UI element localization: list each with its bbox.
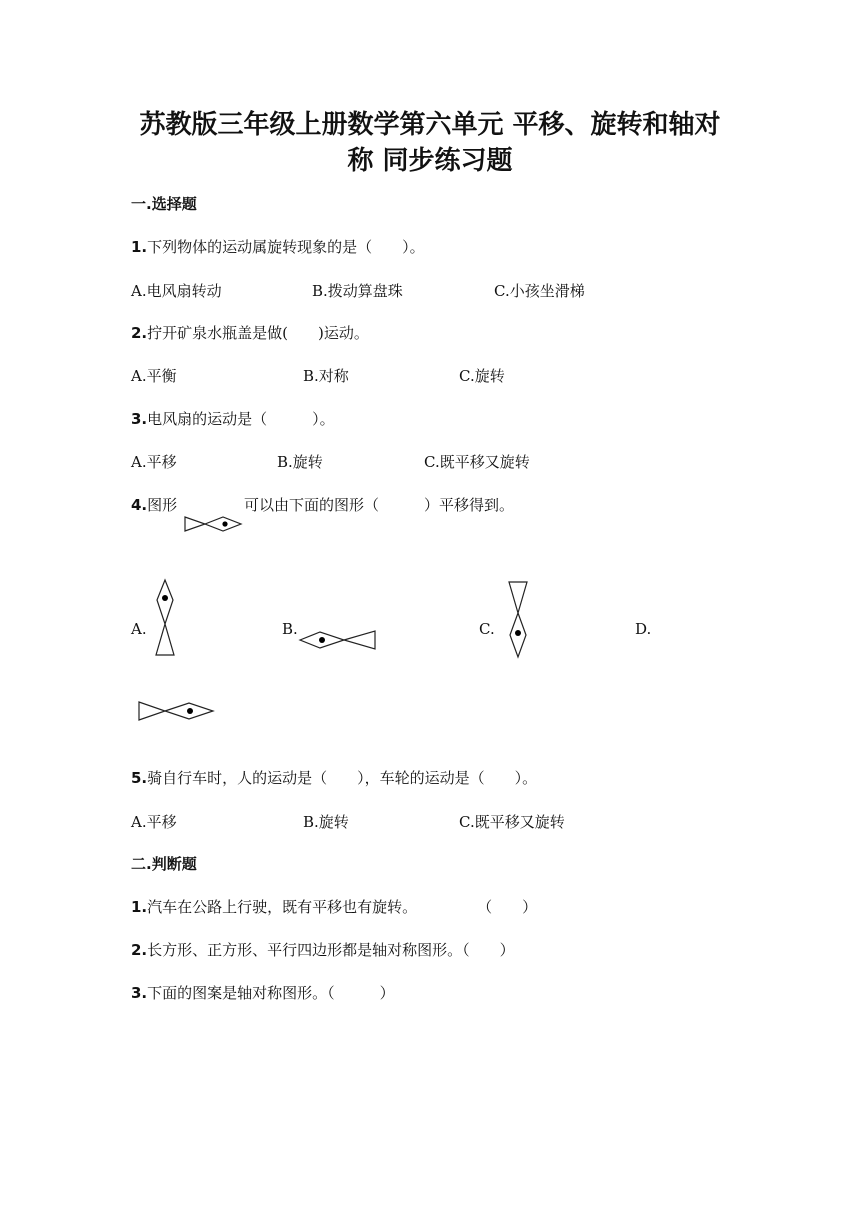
q2-option-b: B.对称 <box>303 367 349 385</box>
q4-option-d-figure <box>139 701 213 721</box>
q3-option-b: B.旋转 <box>277 453 323 471</box>
question-text: 长方形、正方形、平行四边形都是轴对称图形。（ ） <box>147 941 515 959</box>
question-number: 4. <box>131 496 148 514</box>
q4-option-a-figure <box>155 580 175 656</box>
q1-option-c: C.小孩坐滑梯 <box>494 282 585 300</box>
question-text: 电风扇的运动是（ ）。 <box>147 410 335 428</box>
section-heading-choice: 一.选择题 <box>131 195 197 213</box>
question-text: 汽车在公路上行驶，既有平移也有旋转。 （ ） <box>147 898 538 916</box>
judgement-1 <box>131 896 537 917</box>
reference-fish-figure <box>185 515 241 533</box>
question-text: 拧开矿泉水瓶盖是做( )运动。 <box>147 324 369 342</box>
question-4-part1 <box>131 494 177 515</box>
q2-option-c: C.旋转 <box>459 367 505 385</box>
q1-option-b: B.拨动算盘珠 <box>312 282 403 300</box>
judgement-2 <box>131 939 515 960</box>
q3-option-c: C.既平移又旋转 <box>424 453 530 471</box>
question-number: 2. <box>131 324 148 342</box>
question-text: 下列物体的运动属旋转现象的是（ ）。 <box>147 238 425 256</box>
question-number: 5. <box>131 769 148 787</box>
q4-option-c-figure <box>508 581 528 657</box>
q2-option-a: A.平衡 <box>131 367 177 385</box>
question-number: 1. <box>131 238 148 256</box>
q1-option-a: A.电风扇转动 <box>131 282 222 300</box>
q3-option-a: A.平移 <box>131 453 177 471</box>
page-title-line2: 称 同步练习题 <box>347 146 513 176</box>
page-title-line1: 苏教版三年级上册数学第六单元 平移、旋转和轴对 <box>139 110 721 140</box>
judgement-3 <box>131 982 395 1003</box>
q5-option-a: A.平移 <box>131 813 177 831</box>
question-text: 下面的图案是轴对称图形。（ ） <box>147 984 395 1002</box>
question-1 <box>131 236 425 257</box>
question-3 <box>131 408 335 429</box>
section-heading-judgement: 二.判断题 <box>131 855 197 873</box>
q4-option-b: B. <box>282 620 298 638</box>
q5-option-c: C.既平移又旋转 <box>459 813 565 831</box>
question-2 <box>131 322 369 343</box>
q4-option-b-figure <box>300 630 376 650</box>
question-number: 2. <box>131 941 148 959</box>
question-5 <box>131 767 537 788</box>
q4-option-c: C. <box>479 620 495 638</box>
q4-option-a: A. <box>131 620 147 638</box>
question-number: 3. <box>131 984 148 1002</box>
q4-option-d: D. <box>635 620 652 638</box>
question-4-part2: 可以由下面的图形（ ）平移得到。 <box>244 496 515 514</box>
question-number: 3. <box>131 410 148 428</box>
question-number: 1. <box>131 898 148 916</box>
question-text: 图形 <box>147 496 178 514</box>
q5-option-b: B.旋转 <box>303 813 349 831</box>
question-text: 骑自行车时，人的运动是（ ），车轮的运动是（ ）。 <box>147 769 538 787</box>
